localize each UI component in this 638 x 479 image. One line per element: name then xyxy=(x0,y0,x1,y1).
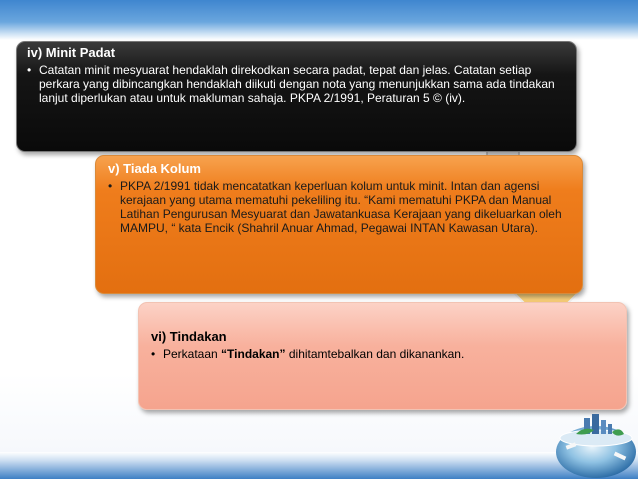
tindakan-bullet xyxy=(151,347,614,361)
minit-padat-bullet xyxy=(27,63,566,105)
tindakan-text-after: dihitamtebalkan dan dikanankan. xyxy=(285,347,465,361)
globe-icon xyxy=(554,408,638,479)
tindakan-box xyxy=(138,302,627,410)
tiada-kolum-box xyxy=(95,155,583,294)
tindakan-keyword: “Tindakan” xyxy=(221,347,286,361)
bullet-point: • xyxy=(108,179,113,193)
minit-padat-box xyxy=(16,41,577,152)
tiada-kolum-title: v) Tiada Kolum xyxy=(108,161,201,176)
bullet-point: • xyxy=(27,63,32,77)
bottom-footer-band xyxy=(0,452,638,479)
tiada-kolum-bullet xyxy=(108,179,570,235)
tindakan-text xyxy=(163,347,523,361)
bullet-point: • xyxy=(151,347,156,361)
tiada-kolum-text: PKPA 2/1991 tidak mencatatkan keperluan kolum untuk minit. Intan dan agensi kerajaan yang utama mematuhi pekeliling itu. “Kami mematuhi PKPA dan Manual Latihan Pengurusan Mesyuarat dan Jawatankuasa Kerajaan yang dikeluarkan oleh MAMPU, “ kata Encik (Shahril Anuar Ahmad, Pegawai INTAN Kawasan Utara). xyxy=(120,179,562,235)
top-header-band xyxy=(0,0,638,40)
tindakan-title: vi) Tindakan xyxy=(151,329,227,344)
minit-padat-title: iv) Minit Padat xyxy=(27,45,116,60)
tindakan-text-before: Perkataan xyxy=(163,347,222,361)
minit-padat-text: Catatan minit mesyuarat hendaklah direkodkan secara padat, tepat dan jelas. Catatan setiap perkara yang dibincangkan hendaklah diikuti dengan nota yang menunjukkan sama ada tindakan lanjut diperlukan atau untuk makluman sahaja. PKPA 2/1991, Peraturan 5 © (iv). xyxy=(39,63,555,105)
